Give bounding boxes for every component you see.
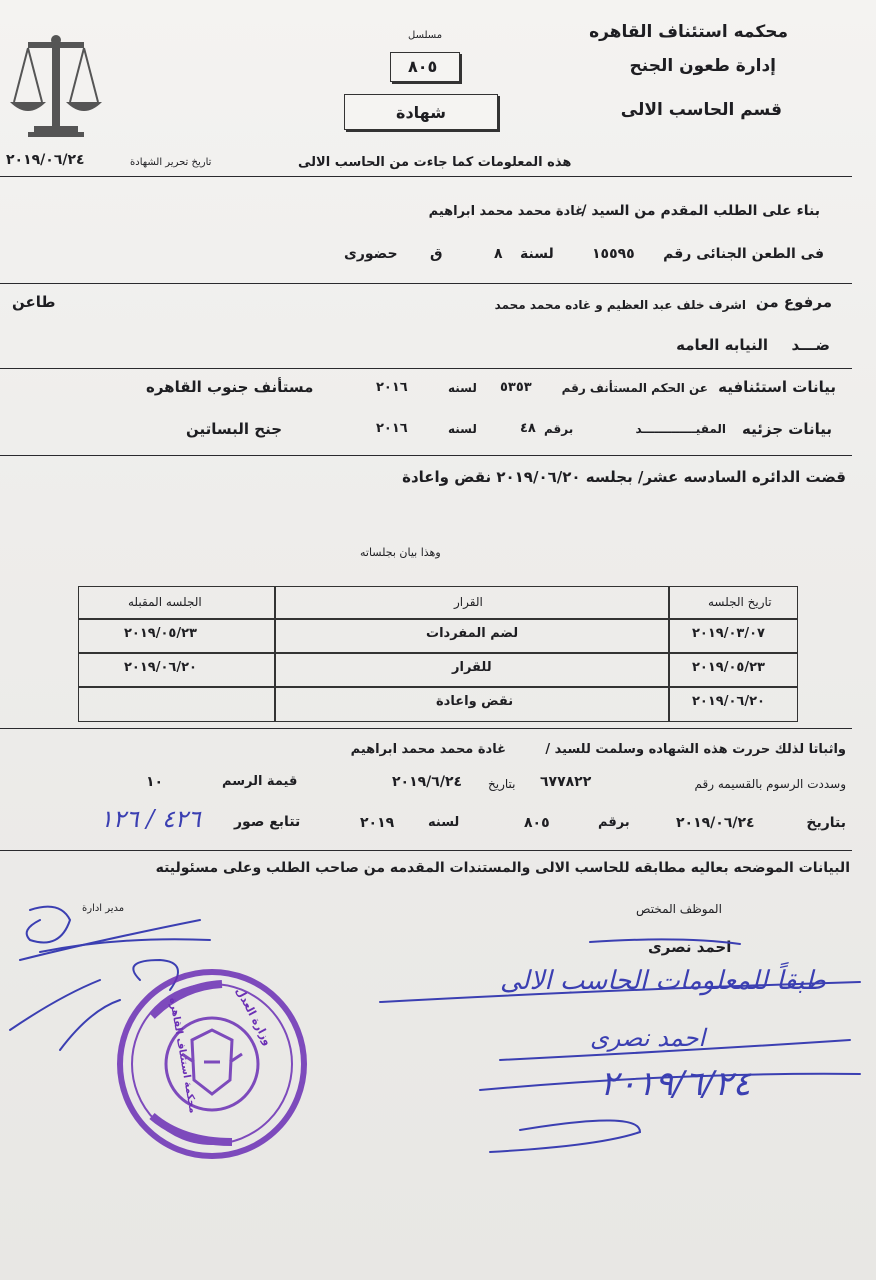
- registered-label: المقيـــــــــــــد: [635, 422, 726, 436]
- department-name: إدارة طعون الجنح: [629, 56, 776, 76]
- filing-number: ٨٠٥: [524, 815, 550, 831]
- confirmation-recipient: غادة محمد محمد ابراهيم: [350, 742, 506, 757]
- filing-copies-label: تتابع صور: [234, 814, 301, 830]
- fees-date-label: بتاريخ: [488, 777, 516, 791]
- section-name: قسم الحاسب الالى: [620, 100, 782, 120]
- row-3-date: ٢٠١٩/٠٦/٢٠: [692, 694, 765, 709]
- appeal-court: مستأنف جنوب القاهره: [146, 378, 314, 396]
- appeal-label: فى الطعن الجنائى رقم: [663, 246, 824, 262]
- row-1-decision: لضم المفردات: [426, 626, 519, 641]
- row-2-next: ٢٠١٩/٠٦/٢٠: [124, 660, 197, 675]
- from-label: مرفوع من: [755, 293, 832, 311]
- ruling-year: ٢٠١٦: [376, 380, 408, 395]
- partial-data-label: بيانات جزئيه: [742, 420, 832, 438]
- header-date-label: تاريخ الجلسه: [708, 595, 772, 609]
- divider-3: [0, 368, 852, 369]
- requester-name: غادة محمد محمد ابراهيم: [428, 204, 584, 219]
- confirmation-text: واثباتا لذلك حررت هذه الشهاده وسلمت للسيد /: [545, 742, 846, 757]
- certificate-title: شهادة: [396, 103, 446, 122]
- partial-year-label: لسنه: [448, 422, 477, 436]
- ruling-year-label: لسنه: [448, 381, 477, 395]
- against-label: ضـــد: [791, 336, 830, 354]
- employee-label: الموظف المختص: [636, 902, 722, 916]
- divider-5: [0, 728, 852, 729]
- row-1-date: ٢٠١٩/٠٣/٠٧: [692, 626, 765, 641]
- final-decision: قضت الدائره السادسه عشر/ بجلسه ٢٠١٩/٠٦/٢٠ نقض واعادة: [402, 468, 846, 486]
- partial-year: ٢٠١٦: [376, 421, 408, 436]
- row-1-next: ٢٠١٩/٠٥/٢٣: [124, 626, 197, 641]
- handwritten-note-line: طبقاً للمعلومات الحاسب الالى: [500, 966, 826, 996]
- footer-disclaimer: البيانات الموضحه بعاليه مطابقه للحاسب الالى والمستندات المقدمه من صاحب الطلب وعلى مسئوليته: [155, 860, 850, 876]
- divider-2: [0, 283, 852, 284]
- partial-number: ٤٨: [520, 421, 536, 436]
- ruling-number: ٥٣٥٣: [500, 380, 532, 395]
- filing-date-label: بتاريخ: [806, 815, 846, 831]
- header-next-label: الجلسه المقبله: [128, 595, 202, 609]
- ministry-seal-stamp-icon: [112, 966, 312, 1162]
- header-decision-label: القرار: [454, 595, 483, 609]
- row-2-date: ٢٠١٩/٠٥/٢٣: [692, 660, 765, 675]
- partial-court: جنح البساتين: [186, 420, 283, 438]
- attendance: حضورى: [344, 246, 398, 262]
- scales-of-justice-icon: [6, 32, 106, 137]
- appeal-data-label: بيانات استئنافيه: [718, 378, 836, 396]
- handwritten-signature: احمد نصرى: [590, 1024, 706, 1052]
- appellant-role: طاعن: [12, 293, 56, 311]
- fees-date: ٢٠١٩/٦/٢٤: [392, 774, 463, 790]
- filing-date: ٢٠١٩/٠٦/٢٤: [676, 815, 755, 831]
- appeal-year-label: لسنة: [520, 246, 554, 262]
- serial-number: ٨٠٥: [408, 57, 438, 76]
- issue-date: ٢٠١٩/٠٦/٢٤: [6, 152, 85, 168]
- issue-date-label: تاريخ تحرير الشهادة: [130, 157, 212, 168]
- row-2-decision: للقرار: [452, 660, 492, 675]
- fees-amount: ١٠: [146, 774, 164, 790]
- appeal-year: ٨: [494, 246, 503, 262]
- handwritten-date: ٢٠١٩/٦/٢٤: [600, 1064, 751, 1104]
- row-3-decision: نقض واعادة: [436, 694, 514, 709]
- filing-year: ٢٠١٩: [360, 815, 395, 831]
- filing-number-label: برقم: [598, 815, 630, 830]
- serial-label: مسلسل: [408, 30, 443, 41]
- respondent: النيابه العامه: [676, 336, 768, 354]
- court-name: محكمه استئناف القاهره: [589, 22, 788, 42]
- appellants: اشرف خلف عبد العظيم و غاده محمد محمد: [494, 298, 746, 312]
- filing-year-label: لسنه: [428, 815, 460, 830]
- manager-label: مدير ادارة: [82, 903, 125, 914]
- partial-number-label: برقم: [544, 422, 574, 436]
- appeal-type: ق: [430, 246, 443, 262]
- divider-4: [0, 455, 852, 456]
- ruling-label: عن الحكم المستأنف رقم: [561, 381, 708, 395]
- fees-amount-label: قيمة الرسم: [222, 774, 298, 789]
- stamp-bottom-text: محكمة استئناف القاهرة: [166, 996, 199, 1115]
- info-note: هذه المعلومات كما جاءت من الحاسب الالى: [298, 155, 572, 170]
- sessions-caption: وهذا بيان بجلساته: [360, 546, 441, 559]
- fees-paid-label: وسددت الرسوم بالقسيمه رقم: [694, 777, 846, 791]
- request-label: بناء على الطلب المقدم من السيد /: [581, 203, 820, 219]
- filing-copies-handwritten: ٤٢٦ / ١٢٦: [100, 805, 201, 833]
- appeal-number: ١٥٥٩٥: [592, 246, 635, 262]
- fees-receipt-number: ٦٧٧٨٢٢: [540, 774, 592, 790]
- divider-1: [0, 176, 852, 177]
- employee-name: احمد نصرى: [648, 938, 732, 956]
- divider-6: [0, 850, 852, 851]
- stamp-top-text: وزارة العدل: [233, 985, 275, 1048]
